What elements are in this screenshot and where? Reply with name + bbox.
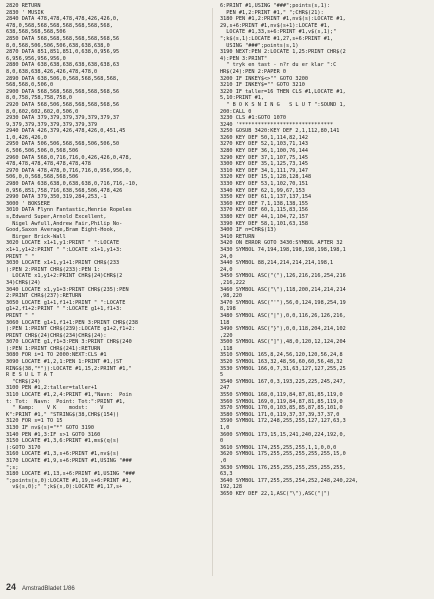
code-line: 3480 SYMBOL ASC("|"),0,0,116,26,126,216, — [220, 312, 346, 319]
code-line: PRINT CHR$(24)CHR$(234)CHR$(24): — [6, 332, 107, 339]
code-line: 200:CALL 0 — [220, 108, 252, 115]
code-line: 2820 RETURN — [6, 3, 41, 9]
code-line: 3620 SYMBOL 175,255,255,255,255,255,15,0 — [220, 451, 346, 458]
code-line: 3510 SYMBOL 165,8,24,56,120,120,56,24,8 — [220, 352, 343, 359]
code-line: 3060 LOCATE g1+1,f1+1:PEN 3:PRINT CHR$(238 — [6, 319, 139, 326]
code-line: 2900 DATA 568,568,568,568,568,568,56 — [6, 88, 120, 95]
code-line: 3440 SYMBOL 88,214,214,214,214,198,1 — [220, 260, 334, 267]
code-line: USING "###";points(s,1) — [220, 42, 299, 49]
code-line: 2990 DATA 379,350,319,284,253,-1 — [6, 194, 107, 201]
code-line: 3360 KEY DEF 7,1,138,138,155 — [220, 200, 309, 207]
code-line: ):PEN 1:PRINT CHR$(241):RETURN — [6, 345, 101, 352]
code-line: 3310 KEY DEF 34,1,111,79,147 — [220, 167, 309, 174]
code-line: 3070 LOCATE g1,f1+3:PEN 3:PRINT CHR$(240 — [6, 339, 132, 346]
page-footer — [6, 582, 75, 592]
code-line: "CHR$(24) — [6, 378, 41, 385]
code-line: 3500 SYMBOL ASC("]"),48,0,120,12,124,204 — [220, 339, 346, 346]
code-line: 3110 LOCATE #1,2,4:PRINT #1,"Navn: Poin — [6, 392, 132, 399]
magazine-name: AmstradBladet 1/86 — [22, 586, 75, 592]
code-line: 3590 SYMBOL 172,248,255,255,127,127,63,3 — [220, 418, 346, 425]
code-line: Good,Saxon Average,Bram Eight-Hook, — [6, 227, 117, 234]
code-line: 3610 SYMBOL 174,255,255,255,1,1,0,0,0 — [220, 444, 337, 451]
code-line: ,216,222 — [220, 279, 246, 286]
code-line: 3520 SYMBOL 163,32,48,56,60,60,56,48,32 — [220, 359, 343, 366]
listing-column-left — [6, 3, 204, 491]
code-line: 3450 SYMBOL ASC("("),126,216,216,254,216 — [220, 273, 346, 280]
code-line: 3230 CLS #1:GOTO 1070 — [220, 115, 287, 122]
code-line: 34)CHR$(24) — [6, 279, 41, 286]
code-line: PRINT " " — [6, 253, 35, 260]
code-line: 2890 DATA 638,506,0,568,568,568,568, — [6, 75, 120, 82]
code-line: 8,198 — [220, 306, 236, 313]
code-line: 3640 SYMBOL 177,255,255,254,252,248,240,224, — [220, 477, 359, 484]
page-number: 24 — [6, 582, 17, 592]
code-line: Birger Brick-Wall — [6, 233, 66, 240]
code-line: 6,506,506,506,0,568,506 — [6, 148, 79, 155]
code-line: ):PEN 1:PRINT CHR$(239):LOCATE g1+2,f1+2: — [6, 326, 135, 333]
code-line: 3180 LOCATE #1,13,s+6:PRINT #1,USING "### — [6, 471, 135, 478]
code-line: 3550 SYMBOL 168,0,119,84,87,81,85,119,0 — [220, 392, 343, 399]
code-line: K":PRINT #1," "STRING$(38,CHR$(154)) — [6, 411, 120, 418]
code-line: 3400 IF n=CHR$(13) — [220, 227, 277, 234]
code-line: ";s; — [6, 464, 19, 471]
code-line: 3160 LOCATE #1,3,s+6:PRINT #1,nv$(s) — [6, 451, 120, 458]
code-line: 478,0,568,568,568,568,568,568,568, — [6, 22, 113, 29]
code-line: 2840 DATA 478,478,478,478,426,426,0, — [6, 16, 120, 23]
listing-column-right — [220, 3, 428, 498]
code-line: 3220 IF taller=16 THEN CLS #1,LOCATE #1, — [220, 88, 346, 95]
code-line: 3210 IF INKEY$="" GOTO 3210 — [220, 82, 305, 89]
code-line: LOCATE x1,y1+2:PRINT CHR$(24)CHR$(2 — [6, 273, 123, 280]
code-line: 63,3 — [220, 471, 233, 478]
code-line: 2980 DATA 638,638,0,638,638,0,716,716,-10, — [6, 181, 139, 188]
code-line: 118 — [220, 319, 230, 326]
code-line: RING$(38,"*")):LOCATE #1,15,2:PRINT #1," — [6, 365, 132, 372]
code-line: 3180 PEN #1,2:PRINT #1,nv$(s):LOCATE #1, — [220, 16, 346, 23]
code-line: " Kamp: V K modst: V — [6, 405, 104, 412]
code-line: 6,956,956,956,956,0 — [6, 55, 66, 62]
code-line: 3650 KEY DEF 22,1,ASC("\"),ASC("|") — [220, 490, 331, 497]
code-line: 3250 GOSUB 3420:KEY DEF 2,1,112,80,141 — [220, 128, 340, 135]
code-line: 3260 KEY DEF 50,1,114,82,142 — [220, 134, 309, 141]
code-line: 4):PEN 3:PRINT" — [220, 55, 268, 62]
code-line: 3300 KEY DEF 35,1,125,73,145 — [220, 161, 309, 168]
code-line: 3120 FOR s=1 TO 15 — [6, 418, 63, 425]
code-line: 3320 KEY DEF 15,1,128,128,148 — [220, 174, 312, 181]
code-line: 0 — [220, 438, 224, 445]
code-line: 8,0,758,758,758,758,0 — [6, 95, 73, 102]
code-line: 24,0 — [220, 266, 233, 273]
code-line: 3370 KEY DEF 60,1,115,83,156 — [220, 207, 309, 214]
code-line: 3530 SYMBOL 166,0,7,31,63,127,127,255,25 — [220, 365, 346, 372]
code-line: 3200 IF INKEY$<>"" GOTO 3200 — [220, 75, 309, 82]
code-line: ,0 — [220, 457, 227, 464]
code-line: 2970 DATA 478,478,0,716,716,0,956,956,0, — [6, 167, 132, 174]
code-line: 3540 SYMBOL 167,0,3,193,225,225,245,247, — [220, 378, 346, 385]
code-line: v$(s,0);" ";k$(s,0):LOCATE #1,17,s+ — [6, 484, 123, 491]
code-line: 2870 DATA 851,851,851,0,638,0,956,95 — [6, 49, 120, 56]
code-line: 1,0,426,426,0 — [6, 134, 47, 141]
code-line: HR$(24):PEN 2:PAPER 0 — [220, 68, 287, 75]
code-line: 29,s+6:PRINT #1,nv$(s+1):LOCATE #1, — [220, 22, 331, 29]
code-line: 3420 ON ERROR GOTO 3430:SYMBOL AFTER 32 — [220, 240, 343, 247]
code-line: 3020 LOCATE x1+1,y1:PRINT " ":LOCATE — [6, 240, 120, 247]
code-line: 3000 ' BOKSERE — [6, 200, 51, 207]
code-line: R E S U L T A T — [6, 372, 54, 379]
code-line: 3380 KEY DEF 44,1,104,72,157 — [220, 214, 309, 220]
code-line: 3580 SYMBOL 171,0,119,37,37,39,37,37,0 — [220, 411, 340, 418]
code-line: 3150 LOCATE #1,3,6:PRINT #1,ms$(q(s) — [6, 438, 120, 445]
code-line: 568,568,0,506,0 — [6, 82, 54, 89]
code-line: Nigel Awfull,Andrew Fair,Philip No- — [6, 220, 123, 227]
code-line: s,Edward Super,Arnold Excellent, — [6, 214, 107, 220]
code-line: 3430 SYMBOL 74,194,198,198,198,198,198,1 — [220, 246, 346, 253]
code-line: 3490 SYMBOL ASC("}"),0,0,118,204,214,102 — [220, 326, 346, 333]
code-line: 6:PRINT #1,USING "###";points(s,1): — [220, 3, 331, 9]
code-line: g1+2,f1+2:PRINT " ":LOCATE g1+1,f1+3: — [6, 306, 123, 313]
code-line: x1+1,y1+2:PRINT " ":LOCATE x1+1,y1+3: — [6, 246, 123, 253]
column-divider — [212, 8, 213, 576]
code-line: ):PEN 2:PRINT CHR$(233):PEN 1: — [6, 266, 101, 273]
code-line: ";k$(s,1):LOCATE #1,27,s+6:PRINT #1, — [220, 35, 334, 42]
code-line: 638,568,568,568,506 — [6, 29, 66, 36]
code-line: 3560 SYMBOL 169,0,119,84,87,81,85,119,0 — [220, 398, 343, 405]
code-line: 3040 LOCATE x1,y1+3:PRINT CHR$(235):PEN — [6, 286, 129, 293]
code-line: 2940 DATA 426,379,426,478,426,0,451,45 — [6, 128, 126, 135]
code-line: 3330 KEY DEF 53,1,102,70,151 — [220, 181, 309, 188]
code-line: ,118 — [220, 345, 233, 352]
code-line: 2830 ' MUSIK — [6, 9, 44, 16]
code-line: 1,0 — [220, 425, 230, 431]
code-line: 24,0 — [220, 253, 233, 260]
code-line: 5,10:PRINT #1, — [220, 95, 265, 102]
code-line: LOCATE #1,33,s+6:PRINT #1,v$(s,1);" — [220, 29, 337, 36]
code-line: 5 — [220, 372, 224, 379]
code-line: 2960 DATA 568,0,716,716,0,426,426,0,478, — [6, 154, 132, 161]
code-line: 3630 SYMBOL 176,255,255,255,255,255,255, — [220, 464, 346, 471]
code-line: 3600 SYMBOL 173,15,15,241,240,224,192,0, — [220, 431, 346, 438]
code-line: PEN #1,2:PRINT #1," ";CHR$(21): — [220, 9, 324, 16]
code-line: ,220 — [220, 332, 233, 339]
code-line: 3090 LOCATE #1,2,1:PEN 1:PRINT #1,(ST — [6, 359, 123, 366]
code-line: 8,0,602,602,602,0,506,0 — [6, 108, 79, 115]
code-line: 2850 DATA 568,568,568,568,568,568,56 — [6, 35, 120, 42]
code-line: " tryk en tast - n?r du er klar ":C — [220, 62, 337, 69]
code-line: 3270 KEY DEF 52,1,103,71,143 — [220, 141, 309, 148]
code-line: " B O K S N I N G S L U T ":SOUND 1, — [220, 101, 346, 108]
code-line: 506,0,0,568,568,568,506 — [6, 174, 79, 181]
code-line: 2930 DATA 379,379,379,379,379,379,37 — [6, 115, 120, 122]
code-line: 3460 SYMBOL ASC("\"),118,200,214,214,214 — [220, 286, 346, 293]
code-line: 3030 LOCATE x1+1,y1+1:PRINT CHR$(233 — [6, 260, 120, 267]
code-line: 3570 SYMBOL 170,0,103,85,85,87,85,101,0 — [220, 405, 343, 412]
code-line: 3130 IF nv$(s)="*" GOTO 3190 — [6, 425, 95, 431]
code-line: 3240 '****************************** — [220, 121, 334, 128]
code-line: PRINT " " — [6, 312, 35, 319]
code-line: 0,956,851,758,716,638,568,506,478,426 — [6, 187, 123, 194]
code-line: ,98,220 — [220, 293, 243, 300]
code-line: 3010 DATA Flynn Fantastic,Henrie Ropeles — [6, 207, 132, 214]
code-line: t: Tot: Navn: Point: Tot:":PRINT #1, — [6, 398, 126, 405]
code-line: 2920 DATA 568,506,568,568,568,568,56 — [6, 101, 120, 108]
code-line: 247 — [220, 385, 230, 392]
code-line: 3080 FOR i=1 TO 2000:NEXT:CLS #1 — [6, 352, 107, 359]
code-line: 3190 NEXT:PEN 2:LOCATE 1,25:PRINT CHR$(2 — [220, 49, 346, 56]
code-line: 3280 KEY DEF 36,1,100,76,144 — [220, 148, 309, 155]
code-line: 3340 KEY DEF 62,1,99,67,153 — [220, 187, 305, 194]
code-line: 3290 KEY DEF 37,1,107,75,145 — [220, 154, 309, 161]
code-line: 3350 KEY DEF 61,1,137,137,154 — [220, 194, 312, 201]
code-line: 8,0,568,506,506,506,638,638,638,0 — [6, 42, 110, 49]
code-line: 9,379,379,379,379,379,379,379 — [6, 121, 98, 128]
code-line: ):GOTO 3170 — [6, 444, 41, 451]
code-line: 8,0,638,638,426,426,478,478,0 — [6, 68, 98, 75]
code-line: ";points(s,0):LOCATE #1,19,s+6:PRINT #1, — [6, 477, 132, 484]
code-line: 192,128 — [220, 484, 243, 491]
code-line: 3170 LOCATE #1,9,s+6:PRINT #1,USING "### — [6, 457, 132, 464]
code-line: 3140 PEN #1,3:IF s>1 GOTO 3160 — [6, 431, 101, 438]
code-line: 2880 DATA 638,638,638,638,638,638,63 — [6, 62, 120, 69]
code-line: 478,478,478,478,478,478,478 — [6, 161, 91, 168]
code-line: 3410 RETURN — [220, 233, 255, 240]
code-line: 3100 PEN #1,2:taller=taller+1 — [6, 385, 98, 392]
code-line: 3050 LOCATE g1+1,f1+1:PRINT " ":LOCATE — [6, 299, 126, 306]
code-line: 3390 KEY DEF 58,1,101,63,158 — [220, 220, 309, 227]
code-line: 3470 SYMBOL ASC("'"),56,0,124,198,254,19 — [220, 299, 346, 306]
code-line: 2950 DATA 506,506,568,568,506,506,50 — [6, 141, 120, 148]
code-line: 2:PRINT CHR$(237):RETURN — [6, 293, 82, 300]
